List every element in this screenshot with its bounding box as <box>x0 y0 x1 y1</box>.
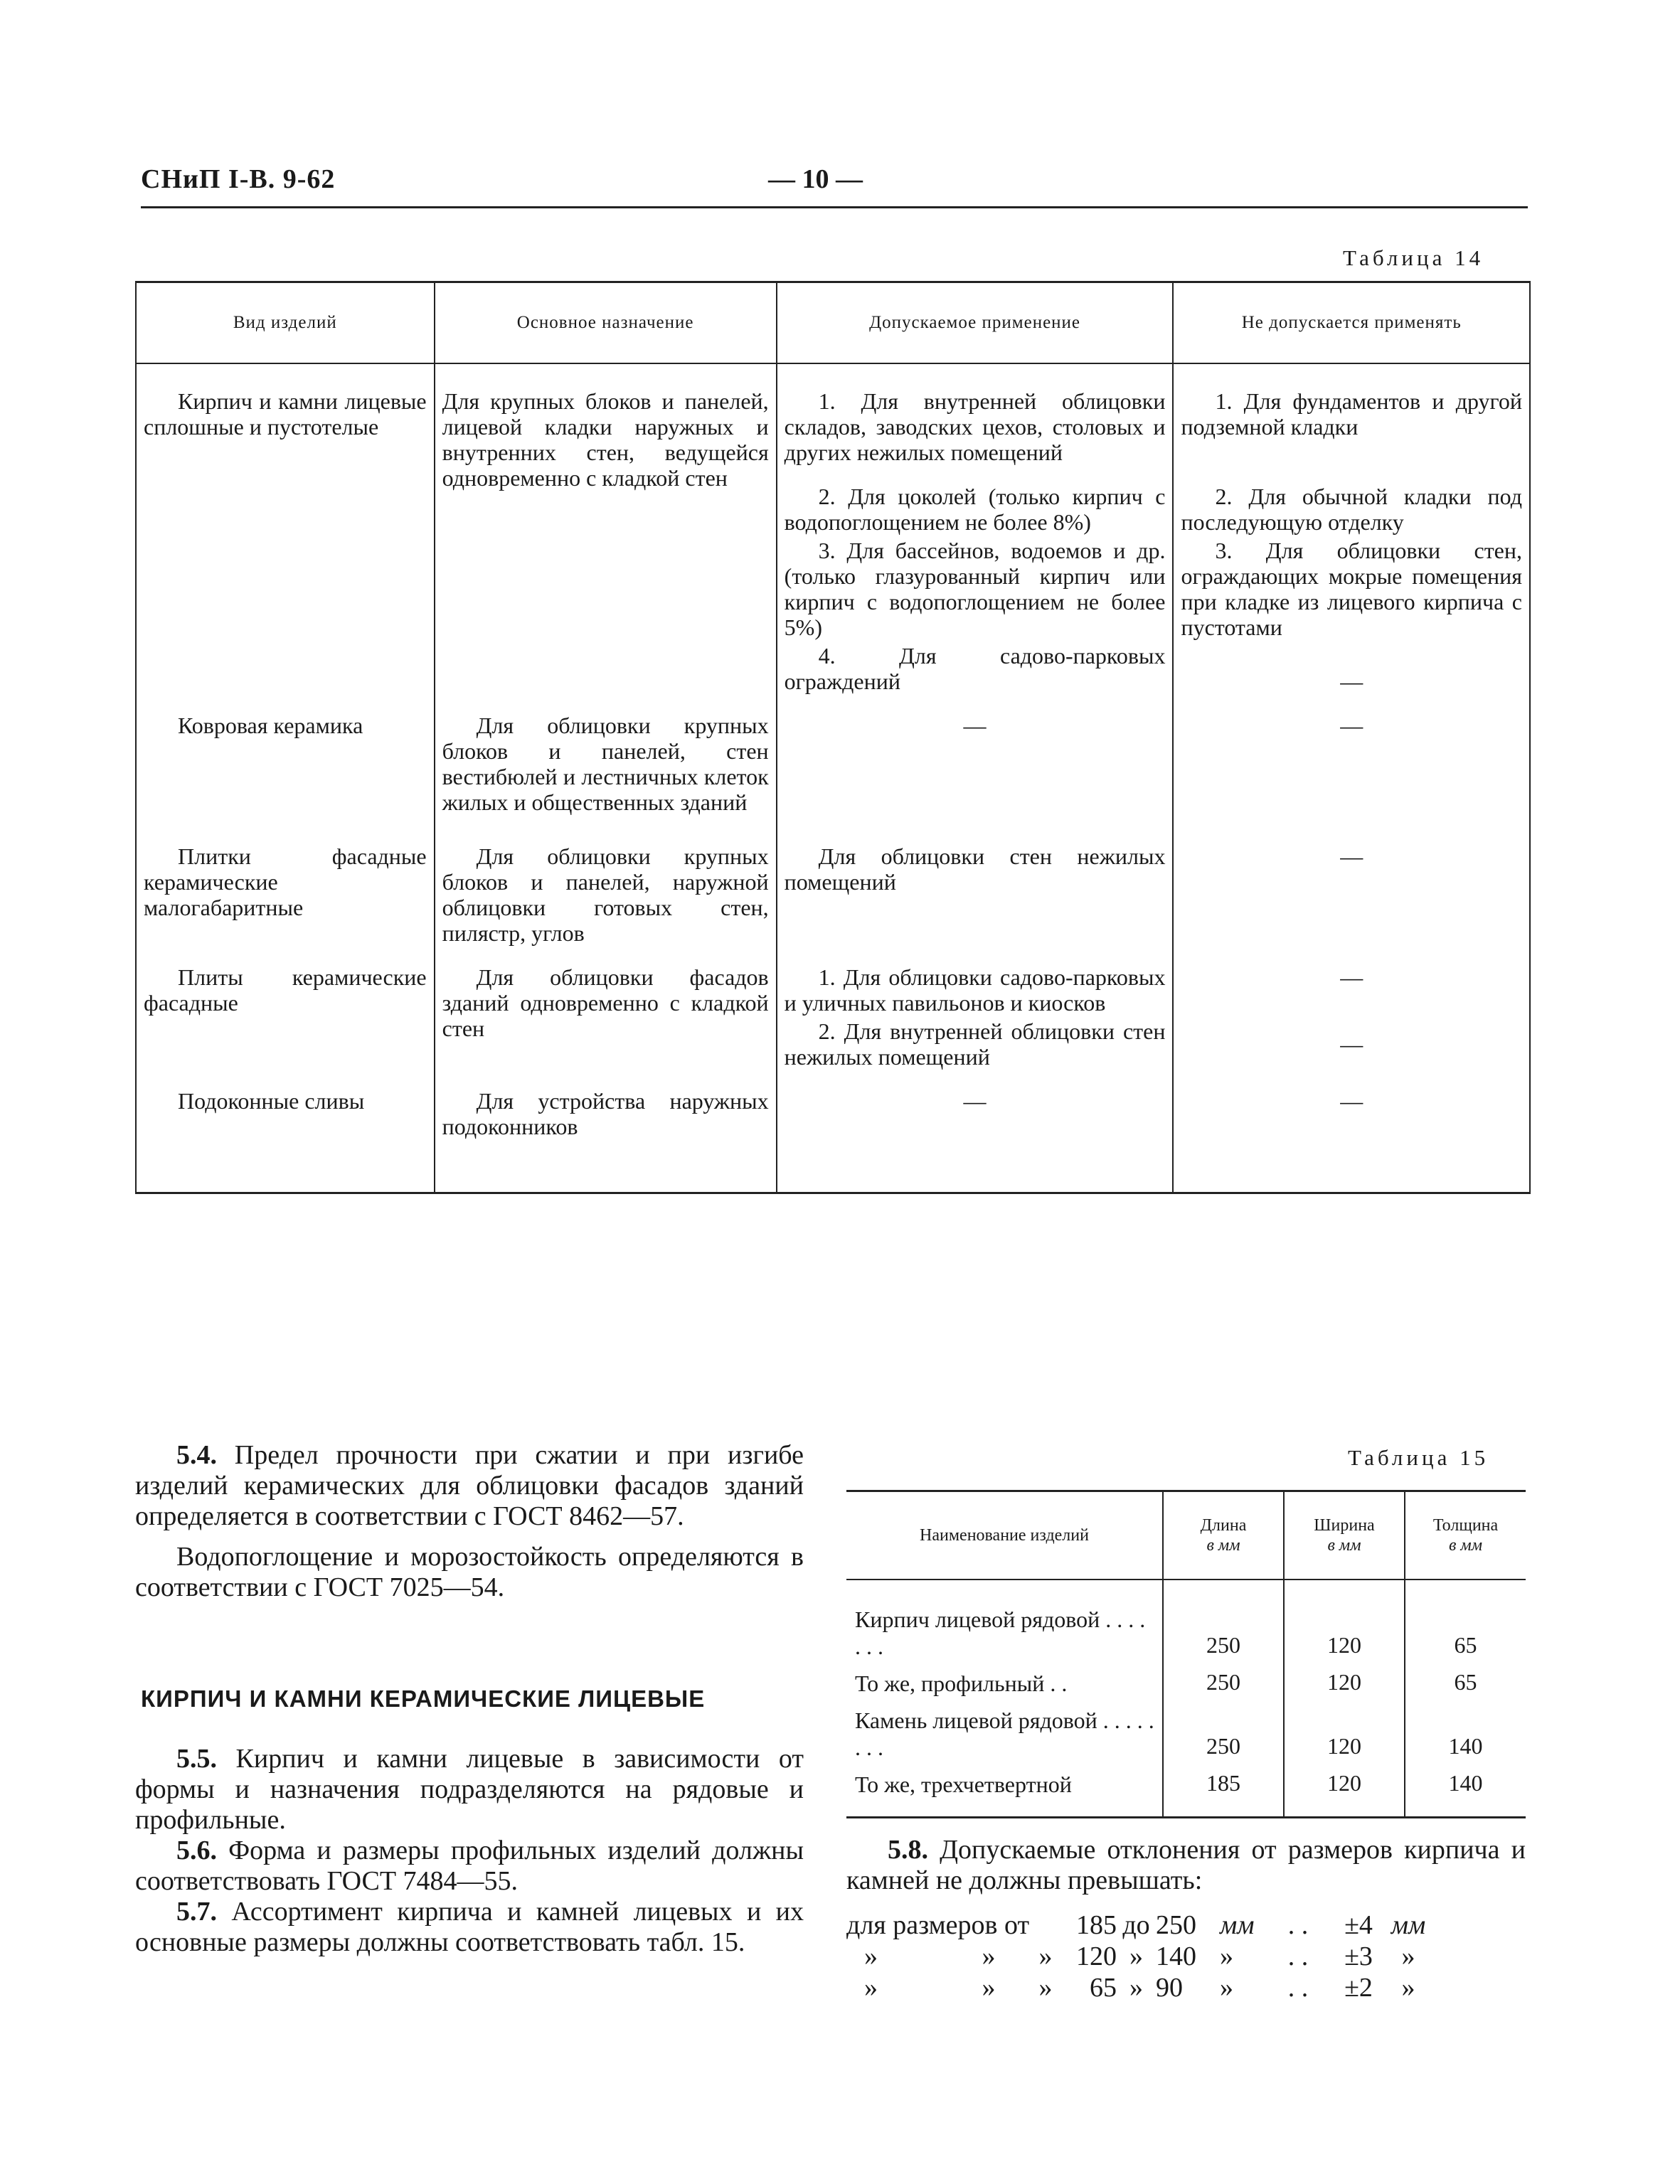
page-number: — 10 — <box>768 164 863 194</box>
cell-width: 120 <box>1284 1661 1405 1698</box>
table-row <box>136 946 1530 1016</box>
table-row <box>136 363 1530 465</box>
cell-kind: Подоконные сливы <box>136 1070 435 1139</box>
table-row <box>136 1139 1530 1193</box>
table15-caption: Таблица 15 <box>1348 1445 1489 1470</box>
table15-header-row <box>846 1491 1526 1580</box>
cell-forbidden: — <box>1173 1070 1530 1139</box>
clause-number: 5.4. <box>176 1440 217 1470</box>
cell-length: 250 <box>1163 1698 1284 1762</box>
table15-header-length: Длина в мм <box>1163 1491 1284 1580</box>
paragraph-5-4b: Водопоглощение и морозостойкость определяются в соответствии с ГОСТ 7025—54. <box>135 1542 804 1602</box>
table14-header-forbidden: Не допускается применять <box>1173 282 1530 364</box>
right-column-text <box>846 1835 1526 1896</box>
table15-header-width: Ширина в мм <box>1284 1491 1405 1580</box>
tol-quote: » <box>1038 1941 1053 1971</box>
tolerance-list <box>846 1909 1430 2003</box>
clause-text: Ассортимент кирпича и камней лицевых и их основные размеры должны соответствовать табл. 15. <box>135 1897 804 1957</box>
cell-name: Камень лицевой рядовой . . . . . . . . <box>855 1708 1154 1760</box>
table14 <box>135 281 1531 1194</box>
cell-allowed: Для облицовки стен нежилых помещений <box>777 815 1174 946</box>
cell-purpose: Для устройства наружных подоконников <box>435 1070 777 1139</box>
paragraph-5-4 <box>135 1440 804 1532</box>
tol-value: ±4 <box>1344 1910 1373 1940</box>
cell-thickness: 140 <box>1405 1762 1526 1799</box>
cell-length: 250 <box>1163 1661 1284 1698</box>
tol-unit: » <box>1220 1941 1233 1971</box>
cell-allowed: 3. Для бассейнов, водоемов и др. (только глазурованный кирпич или кирпич с водопоглощением не более 5%) <box>777 535 1174 640</box>
section-title: КИРПИЧ И КАМНИ КЕРАМИЧЕСКИЕ ЛИЦЕВЫЕ <box>141 1685 706 1712</box>
tol-unit2: » <box>1401 1941 1415 1971</box>
paragraph-5-5 <box>135 1744 804 1836</box>
header-rule <box>141 206 1528 208</box>
tol-to-word: » <box>1129 1973 1143 2003</box>
cell-allowed: 1. Для облицовки садово-парковых и уличных павильонов и киосков <box>777 946 1174 1016</box>
cell-allowed: 2. Для цоколей (только кирпич с водопоглощением не более 8%) <box>777 465 1174 535</box>
tolerance-row <box>846 1941 1430 1972</box>
tol-prefix: » <box>864 1973 878 2003</box>
cell-width: 120 <box>1284 1762 1405 1799</box>
cell-allowed: 1. Для внутренней облицовки складов, заводских цехов, столовых и других нежилых помещений <box>777 363 1174 465</box>
tol-dots: . . <box>1287 1941 1309 1971</box>
tol-unit: мм <box>1220 1910 1255 1940</box>
table-row <box>846 1799 1526 1818</box>
tol-quote: » <box>982 1941 996 1971</box>
cell-name: Кирпич лицевой рядовой . . . . . . . <box>855 1607 1146 1659</box>
cell-thickness: 65 <box>1405 1580 1526 1661</box>
tol-unit: » <box>1220 1973 1233 2003</box>
paragraph-5-8 <box>846 1835 1526 1896</box>
cell-name: То же, трехчетвертной <box>855 1772 1072 1797</box>
tol-from: 185 <box>1076 1910 1117 1940</box>
tol-unit2: » <box>1401 1973 1415 2003</box>
clause-number: 5.8. <box>888 1835 928 1865</box>
cell-thickness: 65 <box>1405 1661 1526 1698</box>
cell-width: 120 <box>1284 1580 1405 1661</box>
table15-header-thickness: Толщина в мм <box>1405 1491 1526 1580</box>
tol-dots: . . <box>1287 1910 1309 1940</box>
cell-forbidden: 1. Для фундаментов и другой подземной кладки <box>1173 363 1530 465</box>
clause-text: Допускаемые отклонения от размеров кирпича и камней не должны превышать: <box>846 1835 1526 1895</box>
cell-length: 185 <box>1163 1762 1284 1799</box>
clause-number: 5.5. <box>176 1744 217 1774</box>
cell-length: 250 <box>1163 1580 1284 1661</box>
cell-purpose: Для крупных блоков и панелей, лицевой кладки наружных и внутренних стен, ведущейся одновременно с кладкой стен <box>435 363 777 694</box>
cell-forbidden: — <box>1173 946 1530 1016</box>
clause-text: Предел прочности при сжатии и при изгибе изделий керамических для облицовки фасадов зданий определяется в соответствии с ГОСТ 8462—57. <box>135 1440 804 1531</box>
cell-allowed: — <box>777 1070 1174 1139</box>
table-row <box>136 694 1530 815</box>
cell-kind: Кирпич и камни лицевые сплошные и пустотелые <box>136 363 435 694</box>
cell-forbidden: 3. Для облицовки стен, ограждающих мокрые помещения при кладке из лицевого кирпича с пустотами <box>1173 535 1530 640</box>
table14-header-kind: Вид изделий <box>136 282 435 364</box>
table14-header-allowed: Допускаемое применение <box>777 282 1174 364</box>
cell-width: 120 <box>1284 1698 1405 1762</box>
document-code: СНиП I-В. 9-62 <box>141 164 336 194</box>
left-column-upper <box>135 1440 804 1603</box>
table-row <box>136 1070 1530 1139</box>
cell-purpose: Для облицовки фасадов зданий одновременно с кладкой стен <box>435 946 777 1070</box>
tol-from: 65 <box>1090 1973 1117 2003</box>
cell-forbidden: 2. Для обычной кладки под последующую отделку <box>1173 465 1530 535</box>
cell-thickness: 140 <box>1405 1698 1526 1762</box>
table-row <box>846 1661 1526 1698</box>
tol-quote: » <box>1038 1973 1053 2003</box>
paragraph-5-6 <box>135 1836 804 1897</box>
tol-quote: » <box>982 1973 996 2003</box>
table-row <box>846 1698 1526 1762</box>
clause-number: 5.6. <box>176 1836 217 1865</box>
clause-number: 5.7. <box>176 1897 217 1927</box>
cell-forbidden: — <box>1173 640 1530 694</box>
tol-to: 250 <box>1156 1910 1196 1940</box>
table14-caption: Таблица 14 <box>1343 245 1484 270</box>
tol-from: 120 <box>1076 1941 1117 1971</box>
cell-allowed: — <box>777 694 1174 815</box>
paragraph-5-7 <box>135 1897 804 1958</box>
tolerance-row <box>846 1909 1430 1941</box>
tol-prefix: » <box>864 1941 878 1971</box>
table15-header-name: Наименование изделий <box>846 1491 1163 1580</box>
cell-forbidden: — <box>1173 1016 1530 1070</box>
table15 <box>846 1490 1526 1818</box>
tol-to-word: » <box>1129 1941 1143 1971</box>
cell-purpose: Для облицовки крупных блоков и панелей, наружной облицовки готовых стен, пилястр, углов <box>435 815 777 946</box>
clause-text: Кирпич и камни лицевые в зависимости от формы и назначения подразделяются на рядовые и профильные. <box>135 1744 804 1835</box>
tol-to-word: до <box>1122 1910 1150 1940</box>
left-column-lower <box>135 1744 804 1958</box>
tol-value: ±2 <box>1344 1973 1373 2003</box>
table14-header-row <box>136 282 1530 364</box>
tol-dots: . . <box>1287 1973 1309 2003</box>
tol-to: 90 <box>1156 1973 1183 2003</box>
table-row <box>846 1580 1526 1661</box>
tol-prefix: для размеров от <box>846 1910 1030 1940</box>
cell-allowed: 2. Для внутренней облицовки стен нежилых помещений <box>777 1016 1174 1070</box>
cell-forbidden: — <box>1173 815 1530 946</box>
cell-allowed: 4. Для садово-парковых ограждений <box>777 640 1174 694</box>
tol-to: 140 <box>1156 1941 1196 1971</box>
table14-header-purpose: Основное назначение <box>435 282 777 364</box>
table-row <box>846 1762 1526 1799</box>
cell-kind: Плиты керамические фасадные <box>136 946 435 1070</box>
cell-purpose: Для облицовки крупных блоков и панелей, стен вестибюлей и лестничных клеток жилых и общественных зданий <box>435 694 777 815</box>
cell-kind: Ковровая керамика <box>136 694 435 815</box>
table-row <box>136 815 1530 946</box>
tolerance-row <box>846 1972 1430 2003</box>
tol-unit2: мм <box>1391 1910 1426 1940</box>
clause-text: Форма и размеры профильных изделий должны соответствовать ГОСТ 7484—55. <box>135 1836 804 1896</box>
tol-value: ±3 <box>1344 1941 1373 1971</box>
cell-name: То же, профильный . . <box>855 1671 1068 1696</box>
cell-kind: Плитки фасадные керамические малогабаритные <box>136 815 435 946</box>
cell-forbidden: — <box>1173 694 1530 815</box>
